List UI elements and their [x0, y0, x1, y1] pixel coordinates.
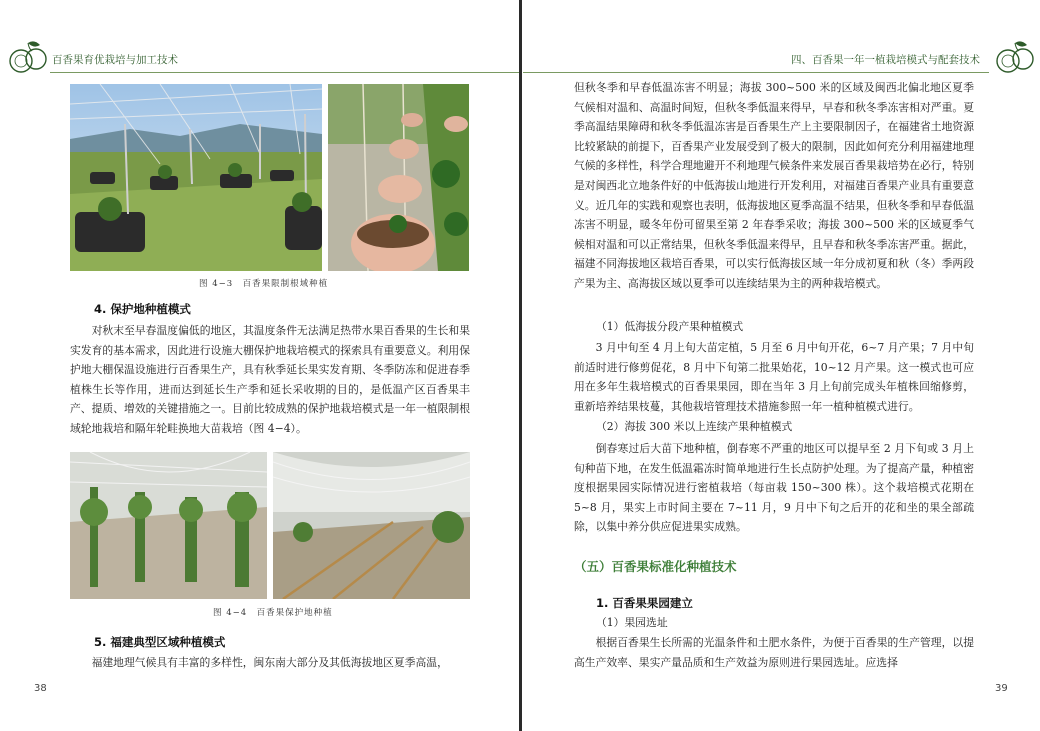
- header-divider: [523, 72, 989, 73]
- right-page: [523, 0, 1040, 731]
- passion-fruit-logo-icon: [6, 37, 50, 77]
- header-title: 百香果育优栽培与加工技术: [52, 54, 178, 66]
- section-4-paragraph: 对秋末至早春温度偏低的地区，其温度条件无法满足热带水果百香果的生长和果实发育的基本需求，因此进行设施大棚保护地栽培模式的探索具有重要意义。利用保护地大棚保温设施进行百香果生产，具有秋季延长果实发育期、冬季防冻和促进春季植株生长等作用，进而达到延长生产季和延长采收期的目的，是低温产区百香果丰产、提质、增效的关键措施之一。目前比较成熟的保护地栽培模式是一年一植限制根域轮地栽培和隔年轮畦换地大苗栽培（图 4−4）。: [70, 324, 470, 435]
- section-4-heading: 4. 保护地种植模式: [94, 302, 191, 316]
- sub-2-paragraph: 倒春寒过后大苗下地种植，倒春寒不严重的地区可以提早至 2 月下旬或 3 月上旬种苗下地，在发生低温霜冻时简单地进行生长点防护处理。为了提高产量，种植密度根据果园实际情况进行密植栽培（每亩栽 150~300 株）。这个栽培模式花期在 5~8 月，果实上市时间主要在 7~11 月，9 月中下旬之后开的花和坐的果全部疏除，以集中养分供应促进果实成熟。: [574, 442, 974, 534]
- passion-fruit-logo-icon: [993, 37, 1037, 77]
- photo-greenhouse-left: [70, 452, 267, 599]
- photo-root-restriction-field: [70, 84, 322, 271]
- site-paragraph: 根据百香果生长所需的光温条件和土肥水条件，为便于百香果的生产管理，以提高生产效率、果实产量品质和生产效益为原则进行果园选址。应选择: [574, 636, 974, 669]
- section-five-heading: （五）百香果标准化种植技术: [574, 559, 737, 574]
- header-title: 四、百香果一年一植栽培模式与配套技术: [791, 54, 980, 66]
- book-spine: [519, 0, 522, 731]
- orchard-heading: 1. 百香果果园建立: [596, 596, 693, 610]
- sub-1-paragraph: 3 月中旬至 4 月上旬大苗定植，5 月至 6 月中旬开花，6~7 月产果；7 月中旬前适时进行修剪促花，8 月中下旬第二批果始花，10~12 月产果。这一模式也可应用在多年生栽培模式的百香果果园，即在当年 3 月上旬前完成头年植株回缩修剪，重新培养结果枝蔓，其他栽培管理技术措施参照一年一植种植模式进行。: [574, 341, 974, 413]
- header-divider: [50, 72, 519, 73]
- section-5-paragraph: 福建地理气候具有丰富的多样性，闽东南大部分及其低海拔地区夏季高温，: [91, 656, 448, 669]
- section-5-heading: 5. 福建典型区域种植模式: [94, 635, 226, 649]
- sub-2-title: （2）海拔 300 米以上连续产果种植模式: [596, 420, 793, 433]
- page-number-right: 39: [995, 683, 1008, 694]
- page-number-left: 38: [34, 683, 47, 694]
- photo-root-restriction-bags: [328, 84, 469, 271]
- left-page: [0, 0, 519, 731]
- figure-caption-4-4: 图 4−4 百香果保护地种植: [213, 608, 333, 618]
- photo-greenhouse-right: [273, 452, 470, 599]
- sub-1-title: （1）低海拔分段产果种植模式: [596, 320, 744, 333]
- site-sub-title: （1）果园选址: [596, 616, 668, 629]
- figure-caption-4-3: 图 4−3 百香果限制根域种植: [199, 279, 329, 289]
- right-paragraph-1: 但秋冬季和早春低温冻害不明显；海拔 300~500 米的区域及闽西北偏北地区夏季气候相对温和、高温时间短，但秋冬季低温来得早，早春和秋冬季冻害相对严重。夏季高温结果障碍和秋冬季低温冻害是百香果生产上主要限制因子，在福建省土地资源比较紧缺的前提下，百香果产业发展受到了极大的限制，因此如何充分利用福建地理气候的多样性，科学合理地避开不利地理气候条件来发展百香果栽培势在必行，特别是对闽西北立地条件好的中低海拔山地进行开发利用，对福建百香果产业具有重要意义。近几年的实践和观察也表明，低海拔地区夏季高温不结果，但秋冬季和早春低温冻害不明显，暖冬年份可留果至第 2 年春季采收；海拔 300~500 米的区域夏季气候相对温和可以正常结果，但秋冬季低温来得早，且早春和秋冬季冻害严重。据此，福建不同海拔地区栽培百香果，可以实行低海拔区域一年分成初夏和秋（冬）季两段产果为主、高海拔区域以夏季可以连续结果为主的两种栽培模式。: [574, 81, 974, 290]
